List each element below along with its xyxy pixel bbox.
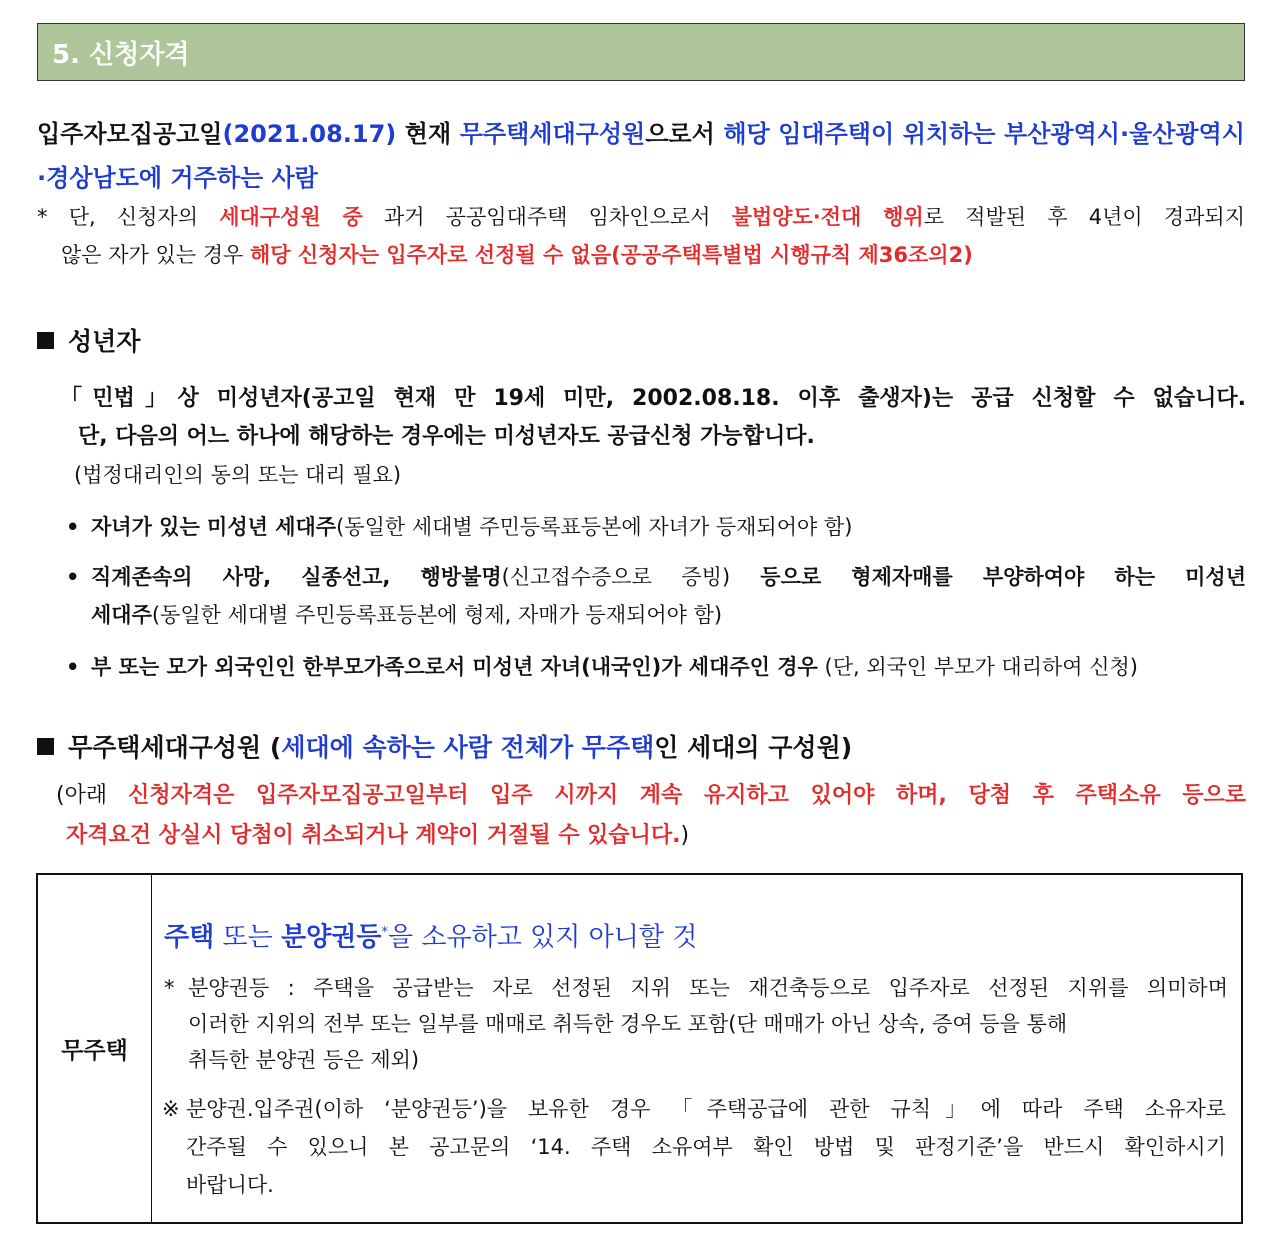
note-household-member: 세대구성원 중 — [219, 205, 363, 229]
homeless-heading — [37, 728, 852, 764]
condition-house: 주택 — [164, 922, 215, 953]
note-part-6: 않은 자가 있는 경우 — [61, 243, 250, 267]
note-part-1: * 단, 신청자의 — [37, 205, 220, 229]
section-title-bar — [37, 23, 1245, 81]
table-label-cell — [38, 875, 152, 1222]
star-note-line-1: 분양권등 : 주택을 공급받는 자로 선정된 지위 또는 재건축등으로 입주자로 선정된 지위를 의미하며 — [188, 976, 1228, 1000]
eligibility-note — [37, 198, 1245, 274]
note-part-5: 로 적발된 후 4년이 경과되지 — [923, 205, 1245, 229]
condition-rest: 을 소유하고 있지 아니할 것 — [387, 922, 698, 953]
reference-note — [162, 1090, 1226, 1204]
eligibility-statement — [37, 112, 1245, 200]
bullet-3-bold: 부 또는 모가 외국인인 한부모가족으로서 미성년 자녀(내국인)가 세대주인 경우 — [91, 655, 818, 679]
square-bullet-icon — [37, 738, 54, 755]
homeless-note-open: (아래 — [56, 783, 129, 808]
bullet-1-bold: 자녀가 있는 미성년 세대주 — [91, 515, 337, 539]
homeless-heading-part-3: 인 세대의 구성원) — [654, 733, 853, 762]
presale-definition-note — [164, 970, 1228, 1078]
bullet-2-normal: (신고접수증으로 증빙) — [501, 565, 731, 589]
eligibility-part-1: 입주자모집공고일 — [37, 120, 223, 148]
homeless-note-close: ) — [680, 823, 690, 848]
square-bullet-icon — [37, 332, 54, 349]
eligibility-region: 해당 임대주택이 위치하는 부산광역시·울산광역시·경상남도에 거주하는 사람 — [37, 120, 1245, 192]
bullet-dot-icon: • — [66, 655, 80, 679]
ownership-condition — [164, 913, 697, 958]
table-label: 무주택 — [61, 1038, 128, 1064]
bullet-2-normal2: (동일한 세대별 주민등록표등본에 형제, 자매가 등재되어야 함) — [151, 603, 723, 627]
eligibility-date: (2021.08.17) — [222, 120, 397, 148]
section-title: 5. 신청자격 — [52, 39, 190, 70]
star-note-line-3: 취득한 분양권 등은 제외) — [188, 1048, 420, 1072]
minor-intro-line-1: 「민법」상 미성년자(공고일 현재 만 19세 미만, 2002.08.18. 이후 출생자)는 공급 신청할 수 없습니다. — [60, 386, 1246, 411]
list-item — [66, 648, 1246, 686]
bullet-dot-icon: • — [66, 565, 80, 589]
eligibility-part-5: 으로서 — [645, 120, 724, 148]
bullet-2-bold3: 세대주 — [91, 603, 152, 627]
adult-heading-text: 성년자 — [68, 327, 141, 356]
minor-intro — [60, 380, 1246, 494]
condition-presale-right: 분양권등 — [281, 922, 382, 953]
bullet-dot-icon: • — [66, 515, 80, 539]
ref-note-line-3: 바랍니다. — [186, 1173, 274, 1197]
list-item — [66, 558, 1246, 634]
homeless-note-red-1: 신청자격은 입주자모집공고일부터 입주 시까지 계속 유지하고 있어야 하며, 당첨 후 주택소유 등으로 — [128, 783, 1246, 808]
minor-intro-line-3: (법정대리인의 동의 또는 대리 필요) — [74, 463, 402, 487]
list-item — [66, 508, 1246, 546]
homeless-heading-part-1: 무주택세대구성원 ( — [68, 733, 282, 762]
bullet-3-normal: (단, 외국인 부모가 대리하여 신청) — [817, 655, 1138, 679]
ref-note-line-1: 분양권.입주권(이하 ‘분양권등’)을 보유한 경우 「주택공급에 관한 규칙」에 따라 주택 소유자로 — [186, 1097, 1226, 1121]
eligibility-part-3: 현재 — [396, 120, 460, 148]
eligibility-homeless-term: 무주택세대구성원 — [459, 120, 646, 148]
condition-or: 또는 — [214, 922, 281, 953]
homeless-note-red-2: 자격요건 상실시 당첨이 취소되거나 계약이 거절될 수 있습니다. — [66, 823, 681, 848]
condition-asterisk: * — [381, 925, 388, 940]
homeless-heading-part-2: 세대에 속하는 사람 전체가 무주택 — [281, 733, 655, 762]
ref-note-line-2: 간주될 수 있으니 본 공고문의 ‘14. 주택 소유여부 확인 방법 및 판정기준’을 반드시 확인하시기 — [186, 1135, 1226, 1159]
adult-heading — [37, 322, 140, 358]
bullet-1-normal: (동일한 세대별 주민등록표등본에 자녀가 등재되어야 함) — [336, 515, 853, 539]
note-part-3: 과거 공공임대주택 임차인으로서 — [362, 205, 732, 229]
bullet-2-bold: 직계존속의 사망, 실종선고, 행방불명 — [91, 565, 502, 589]
bullet-2-bold2: 등으로 형제자매를 부양하여야 하는 미성년 — [730, 565, 1246, 589]
minor-intro-line-2: 단, 다음의 어느 하나에 해당하는 경우에는 미성년자도 공급신청 가능합니다. — [78, 424, 815, 449]
homeless-note — [56, 776, 1246, 856]
star-note-line-2: 이러한 지위의 전부 또는 일부를 매매로 취득한 경우도 포함(단 매매가 아닌 상속, 증여 등을 통해 — [188, 1012, 1068, 1036]
note-illegal-transfer: 불법양도·전대 행위 — [731, 205, 924, 229]
note-disqualified: 해당 신청자는 입주자로 선정될 수 없음(공공주택특별법 시행규칙 제36조의2) — [250, 243, 973, 267]
asterisk-marker: * — [164, 976, 175, 1000]
reference-marker: ※ — [162, 1097, 180, 1121]
